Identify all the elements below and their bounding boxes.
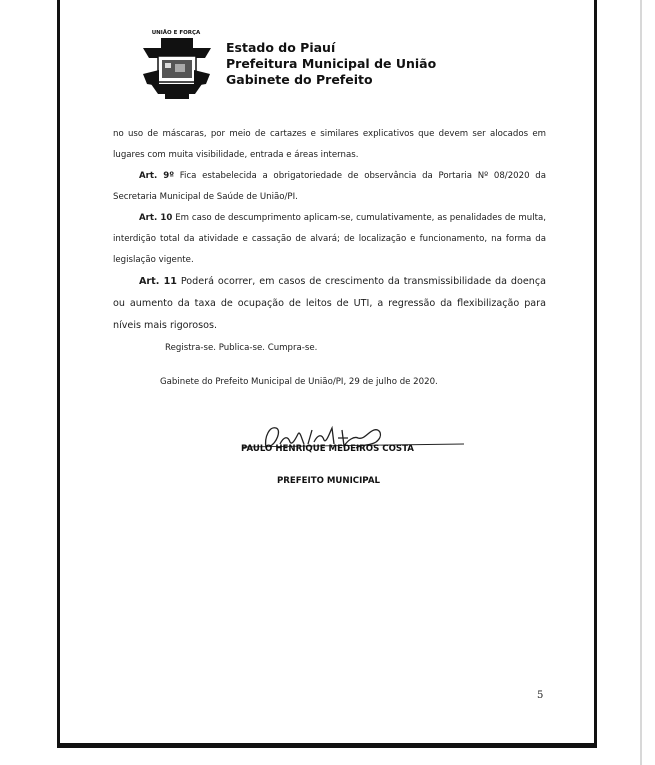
scan-edge <box>640 0 642 765</box>
article-label: Art. 11 <box>139 276 177 287</box>
signer-role: PREFEITO MUNICIPAL <box>277 476 380 486</box>
article-text: Poderá ocorrer, em casos de crescimento da transmissibilidade da doença ou aumento da taxa de ocupação de leitos de UTI, a regressão da flexibilização para níveis mais rigorosos. <box>113 276 547 331</box>
municipal-coat-of-arms-logo <box>139 26 214 104</box>
article-10 <box>113 208 546 271</box>
page-frame <box>57 0 597 748</box>
date-line: Gabinete do Prefeito Municipal de União/PI, 29 de julho de 2020. <box>160 377 438 387</box>
coat-of-arms-icon <box>139 26 214 104</box>
article-11 <box>113 271 546 337</box>
prefecture-name: Prefeitura Municipal de União <box>226 56 437 71</box>
page-number: 5 <box>537 690 544 701</box>
continuation-paragraph: no uso de máscaras, por meio de cartazes e similares explicativos que devem ser alocados em lugares com muita visibilidade, entrada e áreas internas. <box>113 129 546 160</box>
article-label: Art. 9º <box>139 171 175 181</box>
document-body <box>113 124 546 337</box>
article-9 <box>113 166 546 208</box>
state-name: Estado do Piauí <box>226 40 336 55</box>
signer-name: PAULO HENRIQUE MEDEIROS COSTA <box>241 444 414 454</box>
logo-banner-text: UNIÃO E FORÇA <box>151 30 201 36</box>
letterhead <box>139 26 469 106</box>
closing-formula: Registra-se. Publica-se. Cumpra-se. <box>165 343 318 353</box>
article-label: Art. 10 <box>139 213 173 223</box>
article-text: Em caso de descumprimento aplicam-se, cumulativamente, as penalidades de multa, interdição total da atividade e cassação de alvará; de localização e funcionamento, na forma da legislação vigente. <box>113 213 546 265</box>
office-name: Gabinete do Prefeito <box>226 72 373 87</box>
article-text: Fica estabelecida a obrigatoriedade de observância da Portaria Nº 08/2020 da Secretaria Municipal de Saúde de União/PI. <box>113 171 546 202</box>
letterhead-text <box>226 40 436 88</box>
